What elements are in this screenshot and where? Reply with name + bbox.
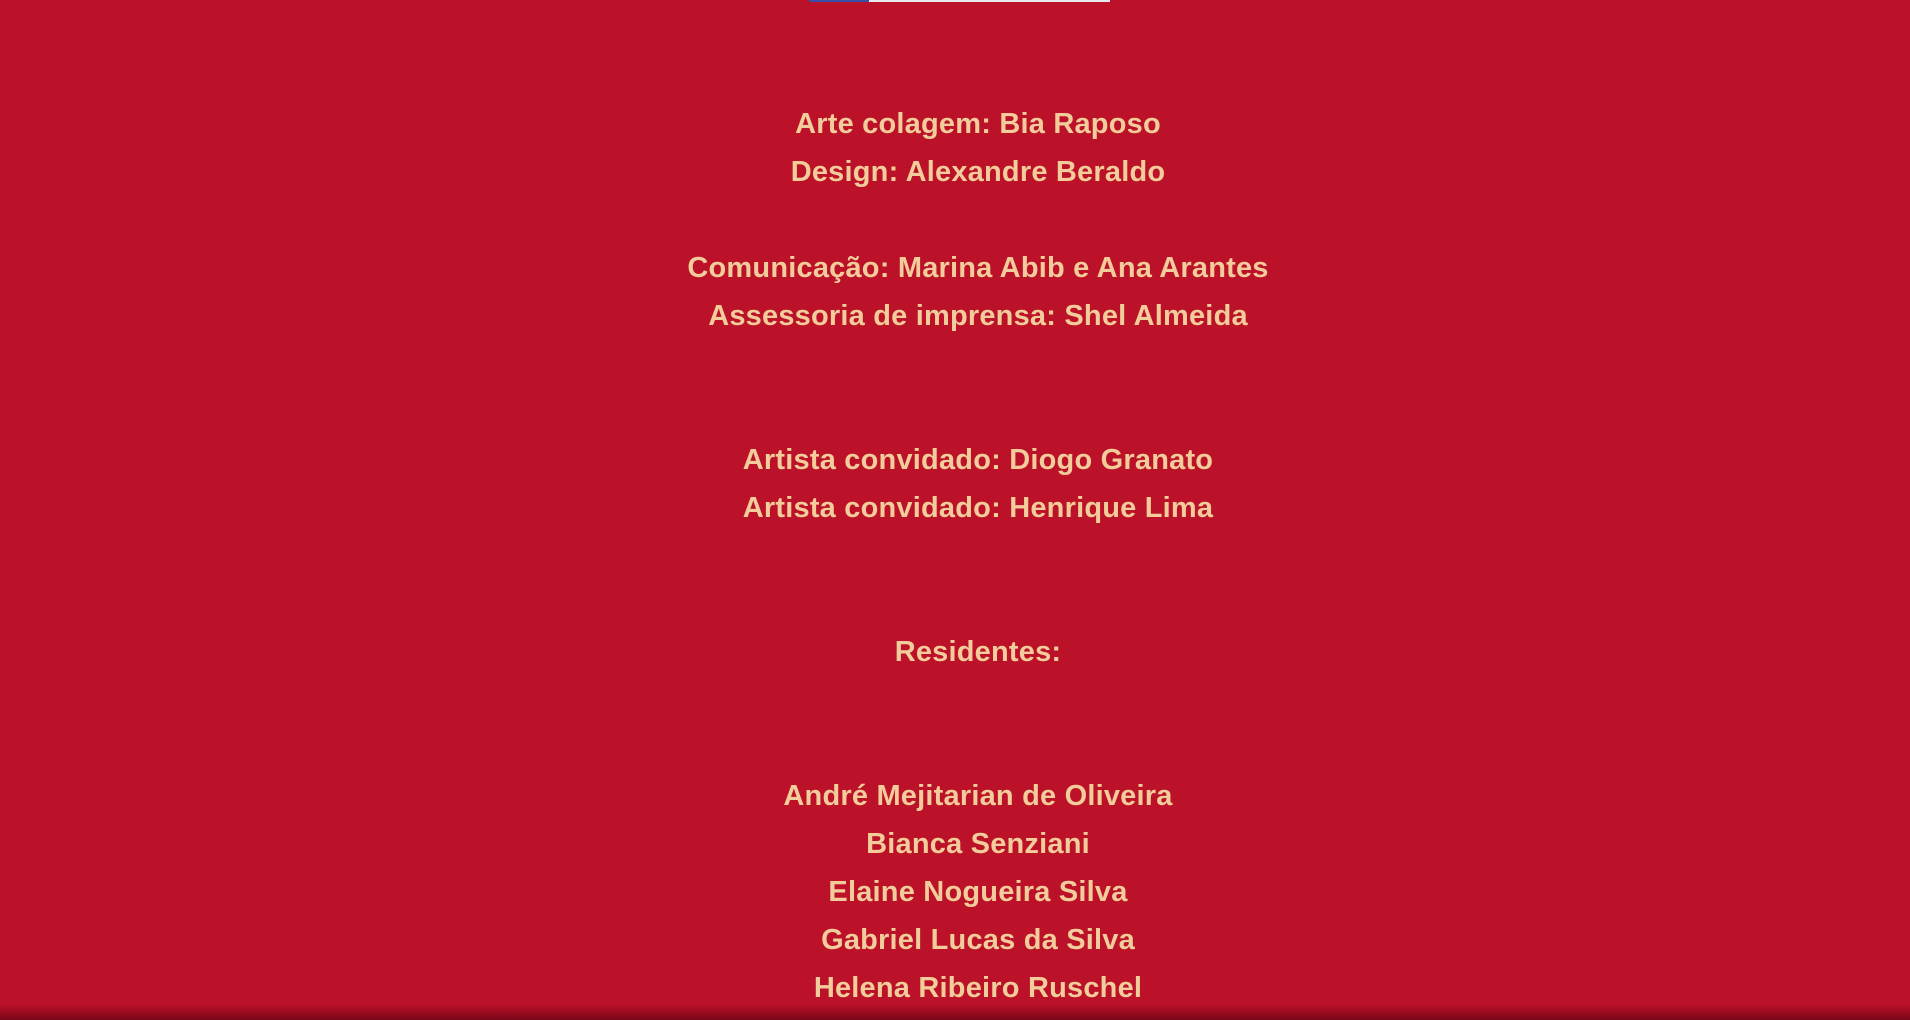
credit-art-collage: Arte colagem: Bia Raposo — [795, 108, 1161, 140]
credit-communication: Comunicação: Marina Abib e Ana Arantes — [687, 252, 1269, 284]
resident-name: André Mejitarian de Oliveira — [783, 780, 1173, 812]
credit-press: Assessoria de imprensa: Shel Almeida — [708, 300, 1248, 332]
top-strip — [809, 0, 1110, 2]
residents-heading: Residentes: — [894, 636, 1062, 668]
resident-name: Gabriel Lucas da Silva — [821, 924, 1135, 956]
credit-design: Design: Alexandre Beraldo — [790, 156, 1166, 188]
resident-name: Helena Ribeiro Ruschel — [813, 972, 1143, 1004]
credit-guest-artist-2: Artista convidado: Henrique Lima — [742, 492, 1214, 524]
top-strip-accent — [809, 0, 869, 2]
credit-guest-artist-1: Artista convidado: Diogo Granato — [742, 444, 1214, 476]
resident-name: Elaine Nogueira Silva — [828, 876, 1128, 908]
bottom-shade — [0, 1004, 1910, 1020]
resident-name: Bianca Senziani — [866, 828, 1090, 860]
